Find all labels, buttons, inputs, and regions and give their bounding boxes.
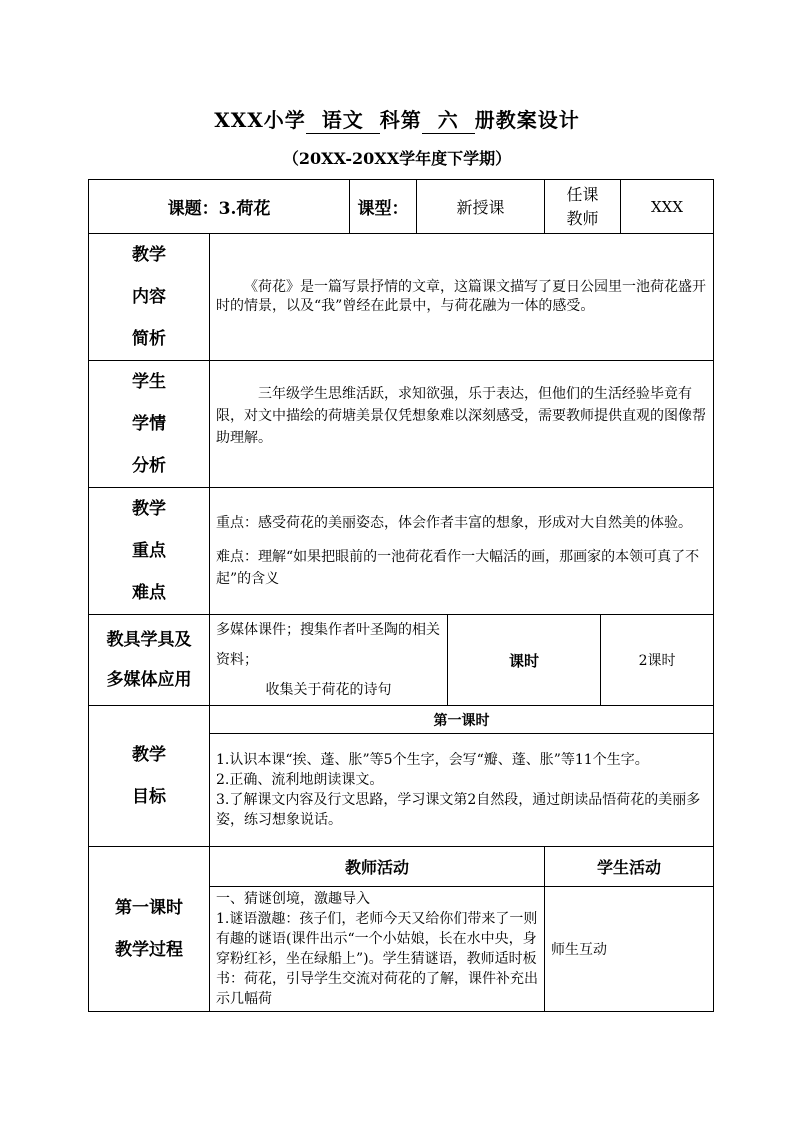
tools-text-line2: 收集关于荷花的诗句 (265, 682, 392, 698)
teacher-value: XXX (621, 180, 714, 234)
teacher-label-line2: 教师 (566, 208, 599, 228)
objectives-section-title: 第一课时 (210, 706, 714, 734)
label-line: 教学 (132, 499, 166, 519)
teacher-label (545, 180, 621, 234)
teacher-activity-header: 教师活动 (210, 847, 545, 887)
objective-item: 1.认识本课“挨、蓬、胀”等5个生字，会写“瓣、蓬、胀”等11个生字。 (216, 752, 649, 768)
key-points-cell (210, 488, 714, 615)
difficulty-text: 难点：理解“如果把眼前的一池荷花看作一大幅活的画，那画家的本领可真了不起”的含义 (216, 549, 700, 587)
student-analysis-row (89, 361, 714, 488)
type-value: 新授课 (417, 180, 545, 234)
label-line: 简析 (132, 329, 166, 349)
teacher-activity-text (210, 887, 545, 1012)
objectives-label (89, 706, 210, 847)
tools-row (89, 615, 714, 706)
page-subtitle: （20XX-20XX学年度下学期） (282, 149, 512, 168)
objective-item: 2.正确、流利地朗读课文。 (216, 772, 384, 788)
label-line: 学情 (132, 414, 166, 434)
tools-label (89, 615, 210, 706)
label-line: 目标 (132, 787, 166, 807)
type-label: 课型： (350, 180, 417, 234)
content-summary-text: 《荷花》是一篇写景抒情的文章，这篇课文描写了夏日公园里一池荷花盛开时的情景，以及“我”曾经在此景中，与荷花融为一体的感受。 (210, 234, 714, 361)
topic-cell (89, 180, 350, 234)
title-suffix: 册教案设计 (474, 108, 580, 132)
lesson-plan-table (88, 179, 714, 1012)
activity-heading: 一、猜谜创境，激趣导入 (216, 891, 370, 907)
title-mid: 科第 (379, 108, 422, 132)
hours-value: 2课时 (601, 615, 714, 706)
process-header-row (89, 847, 714, 887)
subject-blank: 语文 (306, 107, 380, 134)
label-line: 教学 (132, 745, 166, 765)
focus-text: 重点：感受荷花的美丽姿态，体会作者丰富的想象，形成对大自然美的体验。 (216, 515, 692, 531)
tools-text-line1: 多媒体课件；搜集作者叶圣陶的相关资料； (216, 622, 440, 668)
volume-blank: 六 (422, 107, 475, 134)
label-line: 分析 (132, 456, 166, 476)
key-points-row (89, 488, 714, 615)
label-line: 多媒体应用 (106, 670, 192, 690)
label-line: 难点 (132, 583, 166, 603)
process-label (89, 847, 210, 1012)
label-line: 教学过程 (115, 940, 183, 960)
label-line: 教具学具及 (106, 630, 192, 650)
content-summary-label (89, 234, 210, 361)
content-summary-row (89, 234, 714, 361)
objectives-header-row (89, 706, 714, 734)
key-points-label (89, 488, 210, 615)
student-analysis-text: 三年级学生思维活跃，求知欲强，乐于表达，但他们的生活经验毕竟有限，对文中描绘的荷塘美景仅凭想象难以深刻感受，需要教师提供直观的图像帮助理解。 (210, 361, 714, 488)
teacher-label-line1: 任课 (566, 184, 599, 204)
student-analysis-label (89, 361, 210, 488)
topic-value: 3.荷花 (218, 199, 271, 219)
label-line: 重点 (132, 541, 166, 561)
label-line: 第一课时 (115, 898, 183, 918)
student-activity-text: 师生互动 (545, 887, 714, 1012)
activity-paragraph: 1.谜语激趣：孩子们，老师今天又给你们带来了一则有趣的谜语(课件出示“一个小姑娘，长在水中央，身穿粉红衫，坐在绿船上”)。学生猜谜语，教师适时板书：荷花，引导学生交流对荷花的了解，课件补充出示几幅荷 (216, 911, 538, 1007)
hours-label: 课时 (448, 615, 601, 706)
label-line: 学生 (132, 372, 166, 392)
page-title (0, 104, 794, 134)
label-line: 内容 (132, 287, 166, 307)
student-activity-header: 学生活动 (545, 847, 714, 887)
objective-item: 3.了解课文内容及行文思路，学习课文第2自然段，通过朗读品悟荷花的美丽多姿，练习想象说话。 (216, 792, 701, 828)
topic-row (89, 180, 714, 234)
school-name: XXX小学 (214, 108, 306, 132)
topic-label: 课题： (167, 199, 219, 219)
tools-text (210, 615, 448, 706)
label-line: 教学 (132, 245, 166, 265)
objectives-list (210, 734, 714, 847)
